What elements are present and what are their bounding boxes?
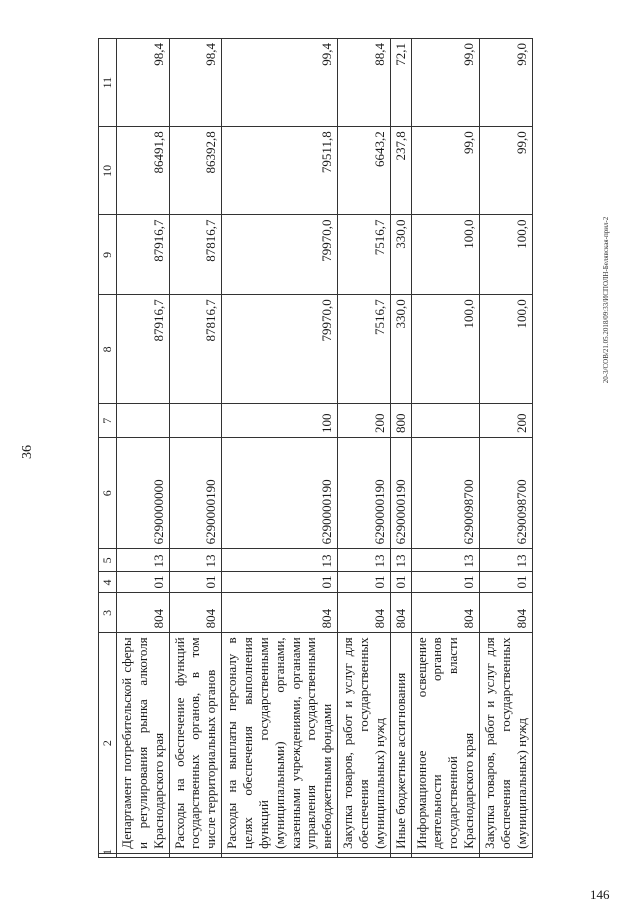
header-cell: 5 xyxy=(99,549,117,572)
ministry-code-cell: 804 xyxy=(480,593,533,633)
expense-type-cell xyxy=(411,404,479,438)
row-name-cell: Расходы на обеспечение функций государственных органов, в том числе территориальных органов xyxy=(169,633,222,853)
table-row xyxy=(117,39,170,858)
adjusted-amount-cell: 100,0 xyxy=(411,215,479,295)
executed-amount-cell: 99,0 xyxy=(411,127,479,215)
ministry-code-cell: 804 xyxy=(390,593,411,633)
row-spacer-cell xyxy=(169,853,222,857)
subsection-code-cell: 13 xyxy=(411,549,479,572)
row-spacer-cell xyxy=(222,853,338,857)
header-cell: 6 xyxy=(99,438,117,549)
table-row xyxy=(390,39,411,858)
row-spacer-cell xyxy=(411,853,479,857)
page-number: 36 xyxy=(20,445,35,459)
row-name-cell: Закупка товаров, работ и услуг для обеспечения государственных (муниципальных) нужд xyxy=(480,633,533,853)
target-article-cell: 6290000190 xyxy=(169,438,222,549)
row-spacer-cell xyxy=(338,853,391,857)
ministry-code-cell: 804 xyxy=(117,593,170,633)
adjusted-amount-cell: 7516,7 xyxy=(338,215,391,295)
table-row xyxy=(338,39,391,858)
approved-amount-cell: 79970,0 xyxy=(222,295,338,404)
row-name-cell: Департамент потребительской сферы и регулирования рынка алкоголя Краснодарского края xyxy=(117,633,170,853)
subsection-code-cell: 13 xyxy=(480,549,533,572)
target-article-cell: 6290000190 xyxy=(338,438,391,549)
table-header-row xyxy=(99,39,117,858)
target-article-cell: 6290000190 xyxy=(222,438,338,549)
section-code-cell: 01 xyxy=(411,572,479,593)
header-cell: 9 xyxy=(99,215,117,295)
section-code-cell: 01 xyxy=(338,572,391,593)
row-spacer-cell xyxy=(390,853,411,857)
section-code-cell: 01 xyxy=(117,572,170,593)
table-row xyxy=(411,39,479,858)
header-cell: 2 xyxy=(99,633,117,853)
execution-percent-cell: 99,0 xyxy=(411,39,479,127)
row-spacer-cell xyxy=(480,853,533,857)
sheet-number: 146 xyxy=(590,887,610,902)
approved-amount-cell: 100,0 xyxy=(480,295,533,404)
header-cell: 8 xyxy=(99,295,117,404)
section-code-cell: 01 xyxy=(390,572,411,593)
executed-amount-cell: 86392,8 xyxy=(169,127,222,215)
execution-percent-cell: 99,0 xyxy=(480,39,533,127)
executed-amount-cell: 237,8 xyxy=(390,127,411,215)
target-article-cell: 6290000000 xyxy=(117,438,170,549)
section-code-cell: 01 xyxy=(480,572,533,593)
expense-type-cell: 100 xyxy=(222,404,338,438)
header-cell: 1 xyxy=(99,853,117,857)
ministry-code-cell: 804 xyxy=(222,593,338,633)
subsection-code-cell: 13 xyxy=(169,549,222,572)
row-spacer-cell xyxy=(117,853,170,857)
header-cell: 4 xyxy=(99,572,117,593)
row-name-cell: Расходы на выплаты персоналу в целях обеспечения выполнения функций государственными (муниципальными) органами, казенными учреждениями, органами управления государственными внебюджетными фондами xyxy=(222,633,338,853)
subsection-code-cell: 13 xyxy=(338,549,391,572)
row-name-cell: Информационное освещение деятельности органов государственной власти Краснодарского края xyxy=(411,633,479,853)
subsection-code-cell: 13 xyxy=(117,549,170,572)
expense-type-cell: 200 xyxy=(480,404,533,438)
approved-amount-cell: 7516,7 xyxy=(338,295,391,404)
expense-type-cell: 200 xyxy=(338,404,391,438)
ministry-code-cell: 804 xyxy=(411,593,479,633)
execution-percent-cell: 72,1 xyxy=(390,39,411,127)
executed-amount-cell: 86491,8 xyxy=(117,127,170,215)
header-cell: 7 xyxy=(99,404,117,438)
adjusted-amount-cell: 87816,7 xyxy=(169,215,222,295)
subsection-code-cell: 13 xyxy=(390,549,411,572)
adjusted-amount-cell: 79970,0 xyxy=(222,215,338,295)
expense-type-cell xyxy=(117,404,170,438)
header-cell: 10 xyxy=(99,127,117,215)
executed-amount-cell: 79511,8 xyxy=(222,127,338,215)
execution-percent-cell: 88,4 xyxy=(338,39,391,127)
header-cell: 11 xyxy=(99,39,117,127)
adjusted-amount-cell: 87916,7 xyxy=(117,215,170,295)
execution-percent-cell: 98,4 xyxy=(169,39,222,127)
ministry-code-cell: 804 xyxy=(169,593,222,633)
header-cell: 3 xyxy=(99,593,117,633)
approved-amount-cell: 87816,7 xyxy=(169,295,222,404)
footer-code: 20-3/СОВ/21.05.2018/09:33/ИСПОЛН-Белявская-прил-2 xyxy=(602,216,610,384)
budget-table-container xyxy=(98,38,598,858)
approved-amount-cell: 87916,7 xyxy=(117,295,170,404)
execution-percent-cell: 98,4 xyxy=(117,39,170,127)
expense-type-cell xyxy=(169,404,222,438)
ministry-code-cell: 804 xyxy=(338,593,391,633)
target-article-cell: 6290000190 xyxy=(390,438,411,549)
row-name-cell: Закупка товаров, работ и услуг для обеспечения государственных (муниципальных) нужд xyxy=(338,633,391,853)
expense-type-cell: 800 xyxy=(390,404,411,438)
target-article-cell: 6290098700 xyxy=(411,438,479,549)
table-row xyxy=(222,39,338,858)
execution-percent-cell: 99,4 xyxy=(222,39,338,127)
approved-amount-cell: 330,0 xyxy=(390,295,411,404)
executed-amount-cell: 99,0 xyxy=(480,127,533,215)
row-name-cell: Иные бюджетные ассигнования xyxy=(390,633,411,853)
adjusted-amount-cell: 330,0 xyxy=(390,215,411,295)
section-code-cell: 01 xyxy=(169,572,222,593)
table-row xyxy=(480,39,533,858)
target-article-cell: 6290098700 xyxy=(480,438,533,549)
table-row xyxy=(169,39,222,858)
executed-amount-cell: 6643,2 xyxy=(338,127,391,215)
approved-amount-cell: 100,0 xyxy=(411,295,479,404)
budget-table xyxy=(98,38,533,858)
subsection-code-cell: 13 xyxy=(222,549,338,572)
adjusted-amount-cell: 100,0 xyxy=(480,215,533,295)
section-code-cell: 01 xyxy=(222,572,338,593)
